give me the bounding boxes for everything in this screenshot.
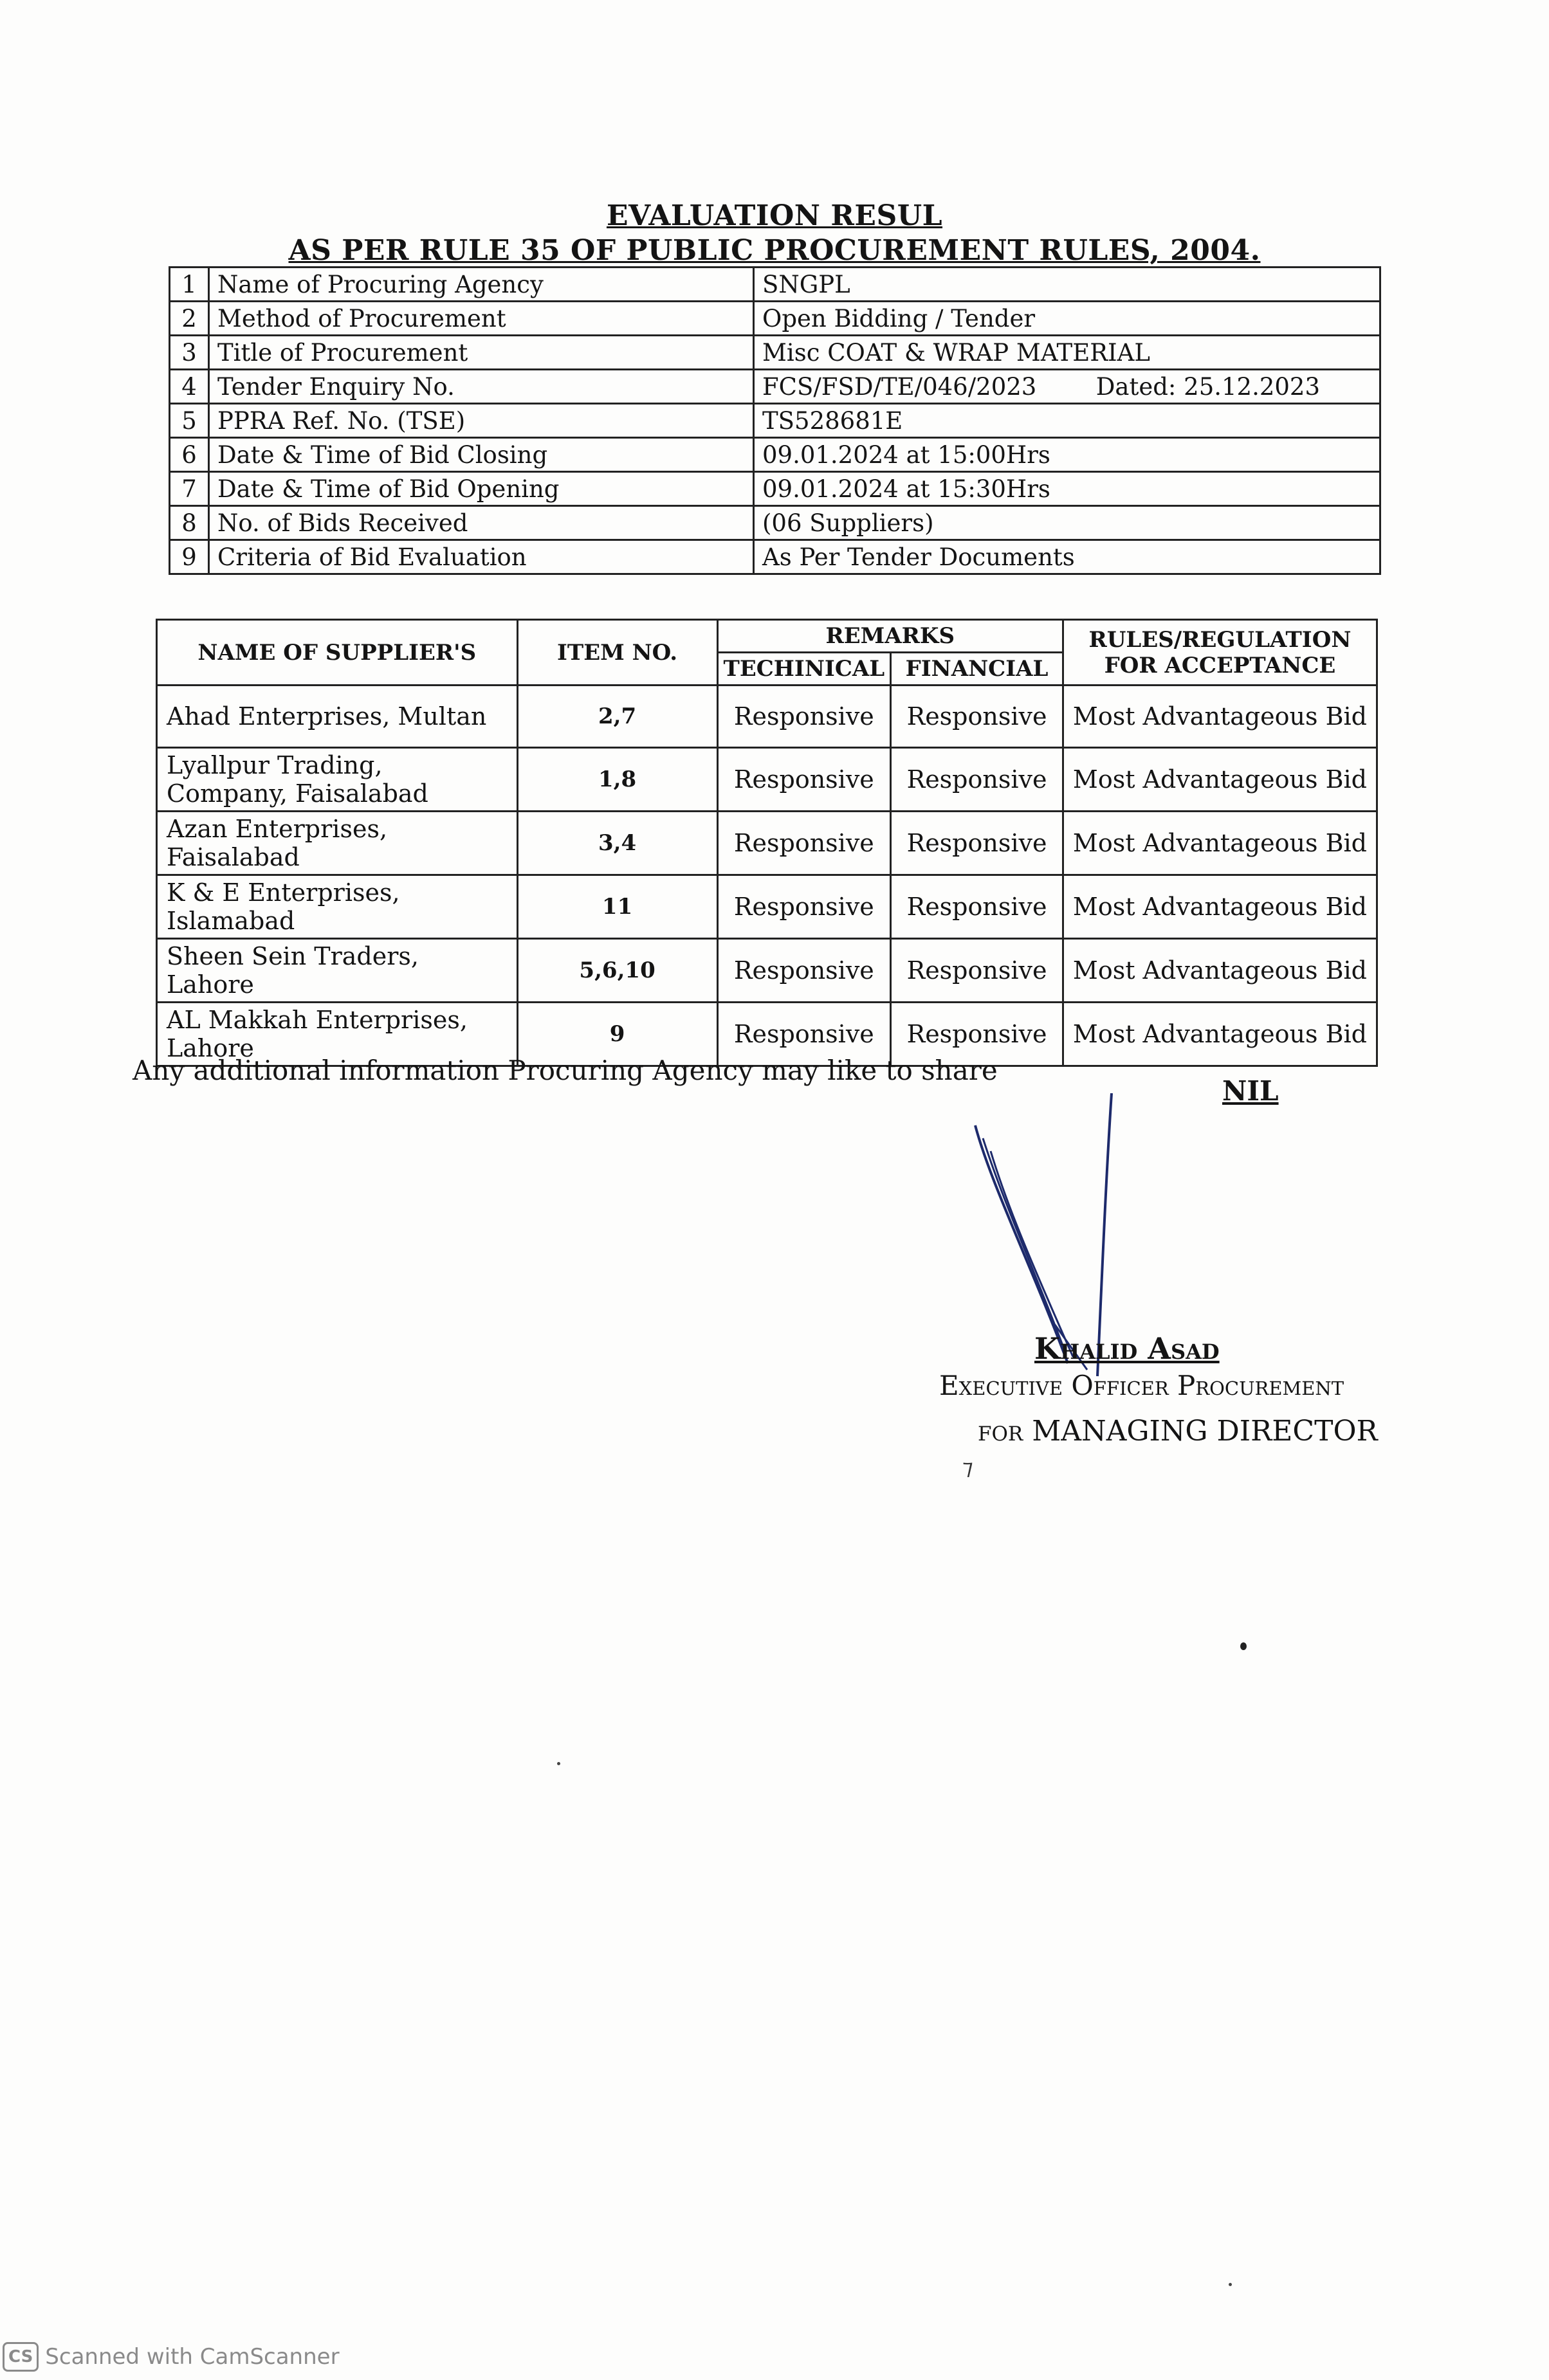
info-row-value: Misc COAT & WRAP MATERIAL [754,336,1380,370]
info-row-number: 5 [170,404,209,438]
watermark-text: Scanned with CamScanner [45,2344,340,2370]
ink-dot [1240,1642,1247,1650]
technical-remark: Responsive [717,686,891,748]
additional-info-value: NIL [1222,1075,1279,1107]
financial-remark: Responsive [891,875,1063,939]
item-numbers: 5,6,10 [517,939,717,1003]
info-row-label: No. of Bids Received [209,506,754,540]
supplier-name: AL Makkah Enterprises, Lahore [157,1003,518,1066]
info-row-label: Criteria of Bid Evaluation [209,540,754,574]
table-row [157,686,1377,748]
scanner-watermark [3,2341,340,2373]
info-row-value: 09.01.2024 at 15:30Hrs [754,472,1380,506]
technical-remark: Responsive [717,1003,891,1066]
info-row-value [754,370,1380,404]
table-row [157,939,1377,1003]
acceptance-rule: Most Advantageous Bid [1063,686,1377,748]
document-subtitle: AS PER RULE 35 OF PUBLIC PROCUREMENT RULES, 2004. [288,234,1261,267]
financial-remark: Responsive [891,748,1063,812]
technical-remark: Responsive [717,748,891,812]
table-row [157,875,1377,939]
item-numbers: 9 [517,1003,717,1066]
header-rules-regulation: RULES/REGULATION FOR ACCEPTANCE [1063,620,1377,686]
item-numbers: 1,8 [517,748,717,812]
acceptance-rule: Most Advantageous Bid [1063,748,1377,812]
item-numbers: 11 [517,875,717,939]
info-row-value: SNGPL [754,268,1380,302]
table-header-row [157,620,1377,653]
header-remarks: REMARKS [717,620,1063,653]
signatory-on-behalf: for MANAGING DIRECTOR [978,1415,1378,1448]
header-financial: FINANCIAL [891,653,1063,686]
procurement-info-table [169,266,1381,575]
info-row-number: 6 [170,438,209,472]
header-technical: TECHINICAL [717,653,891,686]
info-row [170,268,1380,302]
signatory-name: Khalid Asad [1034,1331,1220,1366]
info-row-value: As Per Tender Documents [754,540,1380,574]
acceptance-rule: Most Advantageous Bid [1063,812,1377,875]
info-row-value: 09.01.2024 at 15:00Hrs [754,438,1380,472]
additional-info-label: Any additional information Procuring Agency may like to share [133,1055,998,1086]
financial-remark: Responsive [891,812,1063,875]
tender-date: Dated: 25.12.2023 [1095,372,1320,401]
info-row-label: Method of Procurement [209,302,754,336]
info-row-value: Open Bidding / Tender [754,302,1380,336]
info-row-number: 9 [170,540,209,574]
info-row-number: 4 [170,370,209,404]
info-row-label: Title of Procurement [209,336,754,370]
supplier-name: Azan Enterprises, Faisalabad [157,812,518,875]
ink-dot [557,1762,560,1765]
info-row [170,472,1380,506]
supplier-name: Sheen Sein Traders, Lahore [157,939,518,1003]
info-row-number: 8 [170,506,209,540]
info-row-number: 1 [170,268,209,302]
ink-dot [1229,2283,1232,2286]
info-row-label: PPRA Ref. No. (TSE) [209,404,754,438]
financial-remark: Responsive [891,1003,1063,1066]
info-row-number: 7 [170,472,209,506]
info-row-value: (06 Suppliers) [754,506,1380,540]
info-row [170,438,1380,472]
info-row-label: Tender Enquiry No. [209,370,754,404]
item-numbers: 2,7 [517,686,717,748]
supplier-name: K & E Enterprises, Islamabad [157,875,518,939]
info-row-label: Name of Procuring Agency [209,268,754,302]
table-row [157,748,1377,812]
item-numbers: 3,4 [517,812,717,875]
info-row-label: Date & Time of Bid Closing [209,438,754,472]
header-item-no: ITEM NO. [517,620,717,686]
info-row-number: 3 [170,336,209,370]
info-row [170,506,1380,540]
technical-remark: Responsive [717,875,891,939]
camscanner-logo-icon: CS [3,2342,39,2372]
acceptance-rule: Most Advantageous Bid [1063,1003,1377,1066]
financial-remark: Responsive [891,686,1063,748]
technical-remark: Responsive [717,812,891,875]
supplier-name: Ahad Enterprises, Multan [157,686,518,748]
document-title: EVALUATION RESUL [606,199,943,232]
table-row [157,812,1377,875]
acceptance-rule: Most Advantageous Bid [1063,875,1377,939]
info-row [170,336,1380,370]
signatory-designation: Executive Officer Procurement [939,1370,1344,1401]
supplier-name: Lyallpur Trading, Company, Faisalabad [157,748,518,812]
info-row [170,540,1380,574]
supplier-evaluation-table [156,619,1378,1067]
financial-remark: Responsive [891,939,1063,1003]
info-row [170,370,1380,404]
info-row-value: TS528681E [754,404,1380,438]
info-row-label: Date & Time of Bid Opening [209,472,754,506]
info-row-number: 2 [170,302,209,336]
technical-remark: Responsive [717,939,891,1003]
acceptance-rule: Most Advantageous Bid [1063,939,1377,1003]
tender-enquiry-number: FCS/FSD/TE/046/2023 [762,372,1037,401]
info-row [170,404,1380,438]
info-row [170,302,1380,336]
pen-mark: ⁊ [962,1455,973,1480]
header-supplier-name: NAME OF SUPPLIER'S [157,620,518,686]
